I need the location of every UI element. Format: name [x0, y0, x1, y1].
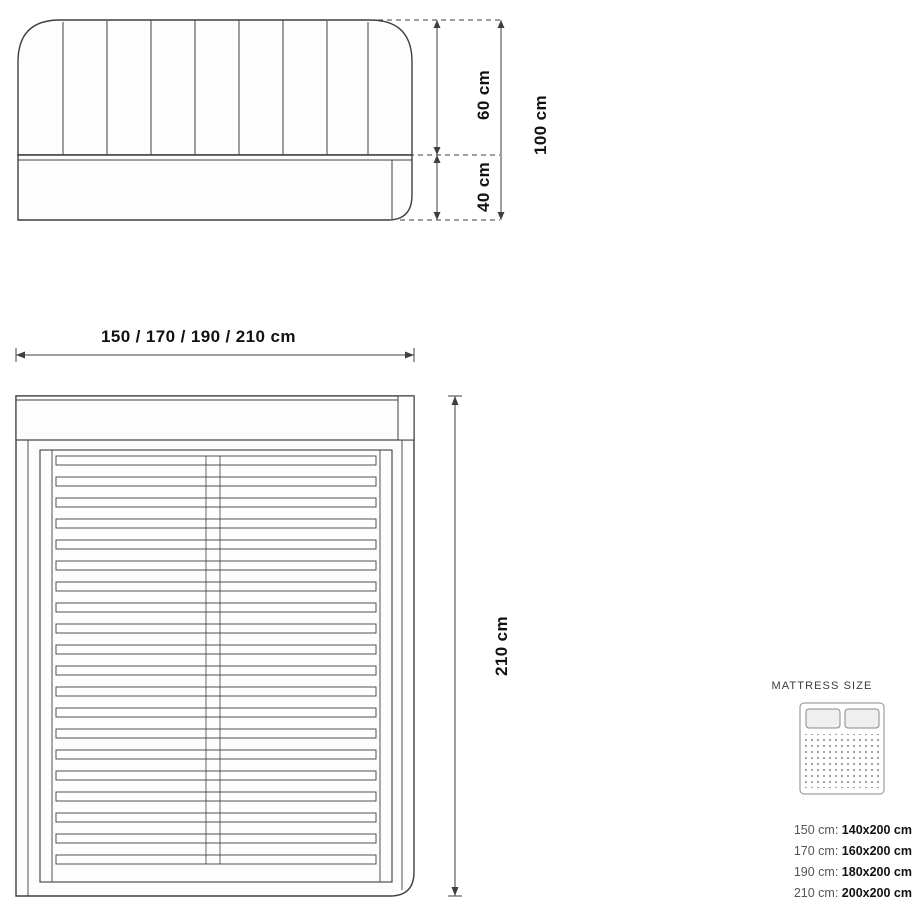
headboard-lower-height-label: 40 cm — [474, 161, 493, 212]
list-item — [732, 841, 912, 862]
headboard-upper-height-label: 60 cm — [474, 69, 493, 120]
legend-key: 170 cm: — [793, 844, 839, 858]
headboard-front-view — [18, 20, 505, 220]
bed-length-label: 210 cm — [492, 615, 511, 676]
legend-title: MATTRESS SIZE — [771, 680, 873, 692]
list-item — [732, 862, 912, 883]
legend-value: 200x200 cm — [841, 886, 912, 900]
list-item — [732, 820, 912, 841]
list-item — [732, 883, 912, 904]
bed-width-label: 150 / 170 / 190 / 210 cm — [101, 327, 296, 346]
headboard-total-height-label: 100 cm — [531, 94, 550, 155]
legend-key: 190 cm: — [793, 865, 839, 879]
mattress-size-legend — [752, 680, 912, 900]
legend-key: 210 cm: — [793, 886, 839, 900]
legend-value: 160x200 cm — [841, 844, 912, 858]
legend-key: 150 cm: — [793, 823, 839, 837]
legend-value: 180x200 cm — [841, 865, 912, 879]
legend-figure-spacer — [776, 698, 868, 786]
bed-top-view — [16, 348, 462, 896]
legend-rows — [732, 820, 912, 904]
legend-value: 140x200 cm — [841, 823, 912, 837]
